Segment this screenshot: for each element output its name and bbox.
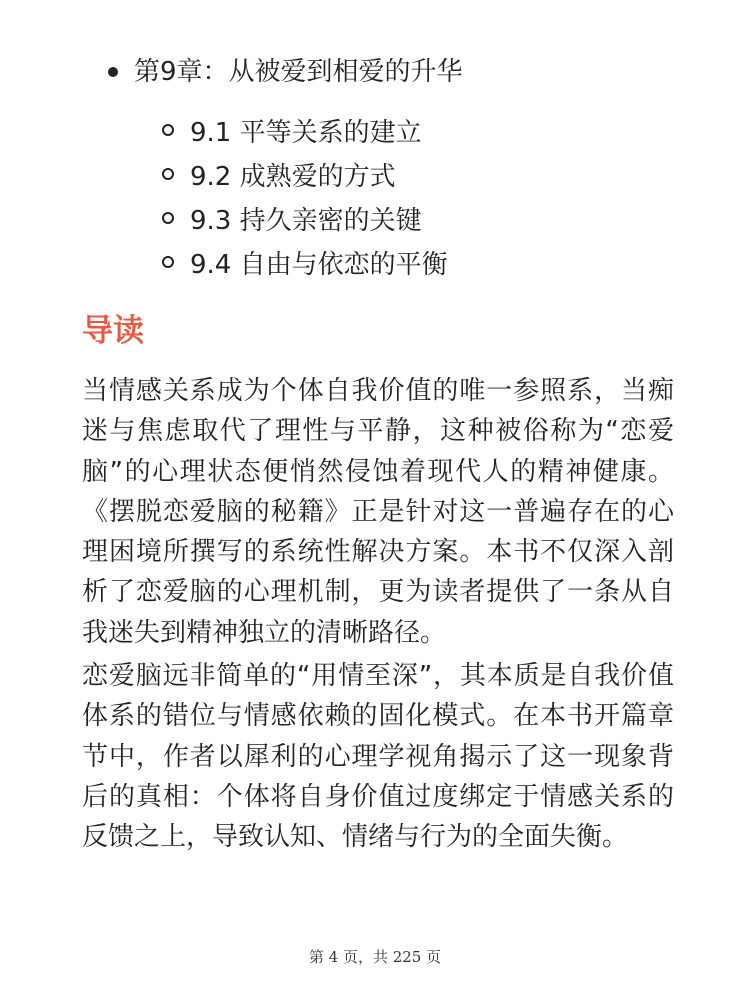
toc-section-list (162, 108, 448, 284)
toc-section-label: 9.4 自由与依恋的平衡 (190, 249, 448, 280)
toc-section-label: 9.2 成熟爱的方式 (190, 161, 396, 192)
section-heading: 导读 (82, 313, 144, 349)
toc-section-label: 9.3 持久亲密的关键 (190, 205, 422, 236)
bullet-circle-icon (162, 256, 174, 268)
bullet-disc-icon (108, 67, 118, 77)
body-paragraph: 恋爱脑远非简单的“用情至深”，其本质是自我价值体系的错位与情感依赖的固化模式。在本书开篇章节中，作者以犀利的心理学视角揭示了这一现象背后的真相：个体将自身价值过度绑定于情感关系的反馈之上，导致认知、情绪与行为的全面失衡。 (82, 661, 674, 853)
toc-section-label: 9.1 平等关系的建立 (190, 117, 422, 148)
bullet-circle-icon (162, 212, 174, 224)
bullet-circle-icon (162, 124, 174, 136)
body-paragraph: 当情感关系成为个体自我价值的唯一参照系，当痴迷与焦虑取代了理性与平静，这种被俗称为“恋爱脑”的心理状态便悄然侵蚀着现代人的精神健康。《摆脱恋爱脑的秘籍》正是针对这一普遍存在的心理困境所撰写的系统性解决方案。本书不仅深入剖析了恋爱脑的心理机制，更为读者提供了一条从自我迷失到精神独立的清晰路径。 (82, 376, 674, 648)
toc-chapter-item (108, 52, 463, 92)
toc-chapter-label: 第9章：从被爱到相爱的升华 (134, 57, 463, 87)
toc-section-item (162, 196, 448, 240)
page-number-footer: 第 4 页，共 225 页 (308, 948, 442, 966)
toc-section-item (162, 240, 448, 284)
bullet-circle-icon (162, 168, 174, 180)
toc-section-item (162, 108, 448, 152)
toc-section-item (162, 152, 448, 196)
